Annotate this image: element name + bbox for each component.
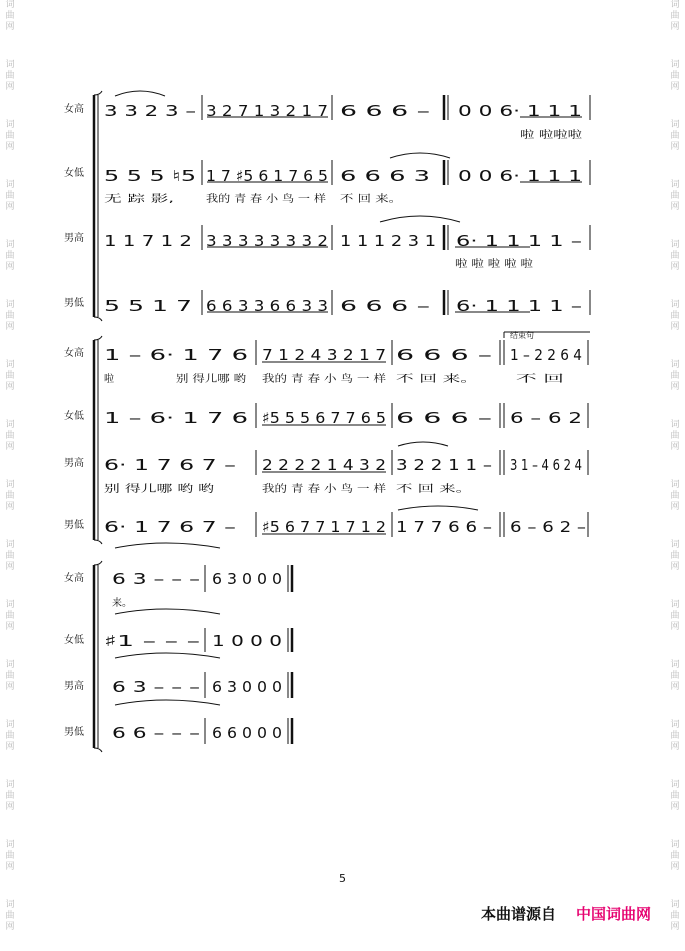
notes-s3-tenor-m1: 6 3 – – – (112, 678, 200, 696)
notes-s2-bass-m4: 6 – 6 2 – (510, 518, 586, 536)
lyric-s2-soprano-4: 不 回 来。 (396, 374, 443, 385)
part-label-soprano: 女高 (64, 573, 84, 584)
notes-s1-bass-m3: 6 6 6 – (340, 297, 430, 315)
part-label-tenor: 男高 (64, 233, 84, 244)
notes-s2-alto-m2: ♯5 5 5 6 7 7 6 5 (262, 409, 386, 427)
part-label-soprano: 女高 (64, 104, 84, 115)
part-label-bass: 男低 (64, 727, 84, 738)
notes-s1-bass-m2: 6 6 3 3 6 6 3 3 (206, 297, 328, 315)
footer-source (481, 903, 651, 924)
notes-s2-soprano-m3: 6 6 6 – (396, 346, 492, 364)
notes-s1-tenor-m2: 3 3 3 3 3 3 3 2 (206, 232, 328, 250)
part-label-alto: 女低 (64, 635, 84, 646)
notes-s3-alto-m2: 1 0 0 0 (212, 632, 282, 650)
notes-s1-soprano-m4: 0 0 6· 1 1 1 (458, 102, 582, 120)
notes-s1-alto-m1: 5 5 5 ♮5 (104, 167, 196, 185)
notes-s1-tenor-m4: 6· 1 1 1 1 – (456, 232, 582, 250)
notes-s2-soprano-m2: 7 1 2 4 3 2 1 7 (262, 346, 386, 364)
notes-s2-bass-m2: ♯5 6 7 7 1 7 1 2 (262, 518, 386, 536)
notes-s2-soprano-m1: 1 – 6· 1 7 6 (104, 346, 248, 364)
lyric-s2-tenor-2: 我的 青 春 小 鸟 一 样 (262, 484, 362, 495)
notes-s2-soprano-m4: 1 – 2 2 6 4 (510, 346, 582, 364)
notes-s1-bass-m1: 5 5 1 7 (104, 297, 192, 315)
lyric-s2-tenor-3: 不 回 来。 (396, 484, 443, 495)
notes-s2-tenor-m4: 3 1 – 4 6 2 4 (510, 456, 582, 474)
footer-site-link[interactable]: 中国词曲网 (575, 905, 651, 923)
notes-s2-tenor-m1: 6· 1 7 6 7 – (104, 456, 236, 474)
part-label-soprano: 女高 (64, 348, 84, 359)
notes-s3-soprano-m1: 6 3 – – – (112, 570, 200, 588)
lyric-s2-soprano-2: 别 得儿哪 哟 (176, 374, 233, 385)
lyric-s1-alto-3: 不 回 来。 (340, 194, 387, 205)
part-label-bass: 男低 (64, 520, 84, 531)
notes-s2-alto-m3: 6 6 6 – (396, 409, 492, 427)
notes-s1-alto-m2: 1 7 ♯5 6 1 7 6 5 (206, 167, 328, 185)
notes-s3-bass-m1: 6 6 – – – (112, 724, 200, 742)
notes-s3-alto-m1: ♯1 – – – (104, 632, 200, 650)
lyric-s2-tenor-1: 别 得儿哪 哟 哟 (104, 484, 174, 495)
notes-s2-bass-m1: 6· 1 7 6 7 – (104, 518, 236, 536)
lyric-s2-soprano-5: 不 回 (516, 374, 540, 385)
notes-s1-soprano-m1: 3 3 2 3 – (104, 102, 196, 120)
footer-source-text: 本曲谱源自 (480, 905, 556, 923)
part-label-alto: 女低 (64, 411, 84, 422)
notes-s1-tenor-m3: 1 1 1 2 3 1 (340, 232, 436, 250)
lyric-s3-soprano: 来。 (112, 598, 132, 609)
notes-s2-alto-m1: 1 – 6· 1 7 6 (104, 409, 248, 427)
part-label-tenor: 男高 (64, 458, 84, 469)
lyric-s1-alto-2: 我的 青 春 小 鸟 一 样 (206, 194, 306, 205)
notes-s2-alto-m4: 6 – 6 2 (510, 409, 582, 427)
notes-s3-soprano-m2: 6 3 0 0 0 (212, 570, 282, 588)
lyric-s1-soprano: 啦 啦啦啦 (520, 130, 564, 141)
part-label-bass: 男低 (64, 298, 84, 309)
notes-s1-soprano-m2: 3 2 7 1 3 2 1 7 (206, 102, 328, 120)
watermark-right: 词 曲 网 词 曲 网 词 曲 网 词 曲 网 词 曲 网 词 曲 网 词 曲 网 词 曲 网 词 曲 网 词 曲 网 词 曲 网 词 曲 网 词 曲 网 词 曲 网 词 曲 网 词 曲 网 (670, 0, 680, 932)
notes-s2-bass-m3: 1 7 7 6 6 – (396, 518, 492, 536)
part-label-alto: 女低 (64, 168, 84, 179)
notes-s2-tenor-m3: 3 2 2 1 1 – (396, 456, 492, 474)
notes-s1-tenor-m1: 1 1 7 1 2 (104, 232, 192, 250)
page-number: 5 (339, 872, 346, 885)
notes-s3-tenor-m2: 6 3 0 0 0 (212, 678, 282, 696)
lyric-s2-soprano-3: 我的 青 春 小 鸟 一 样 (262, 374, 362, 385)
notes-s2-tenor-m2: 2 2 2 2 1 4 3 2 (262, 456, 386, 474)
notes-s1-alto-m3: 6 6 6 3 (340, 167, 430, 185)
lyric-s1-alto-1: 无 踪 影, (104, 194, 144, 205)
notes-s3-bass-m2: 6 6 0 0 0 (212, 724, 282, 742)
notes-s1-soprano-m3: 6 6 6 – (340, 102, 430, 120)
lyric-s1-tenor: 啦 啦 啦 啦 啦 (455, 259, 518, 270)
notes-s1-bass-m4: 6· 1 1 1 1 – (456, 297, 582, 315)
lyric-s2-soprano-1: 啦 (104, 374, 114, 385)
notes-s1-alto-m4: 0 0 6· 1 1 1 (458, 167, 582, 185)
watermark-left: 词 曲 网 词 曲 网 词 曲 网 词 曲 网 词 曲 网 词 曲 网 词 曲 网 词 曲 网 词 曲 网 词 曲 网 词 曲 网 词 曲 网 词 曲 网 词 曲 网 词 曲 网 词 曲 网 (5, 0, 15, 932)
ending-label: 结束句 (510, 331, 534, 340)
part-label-tenor: 男高 (64, 681, 84, 692)
